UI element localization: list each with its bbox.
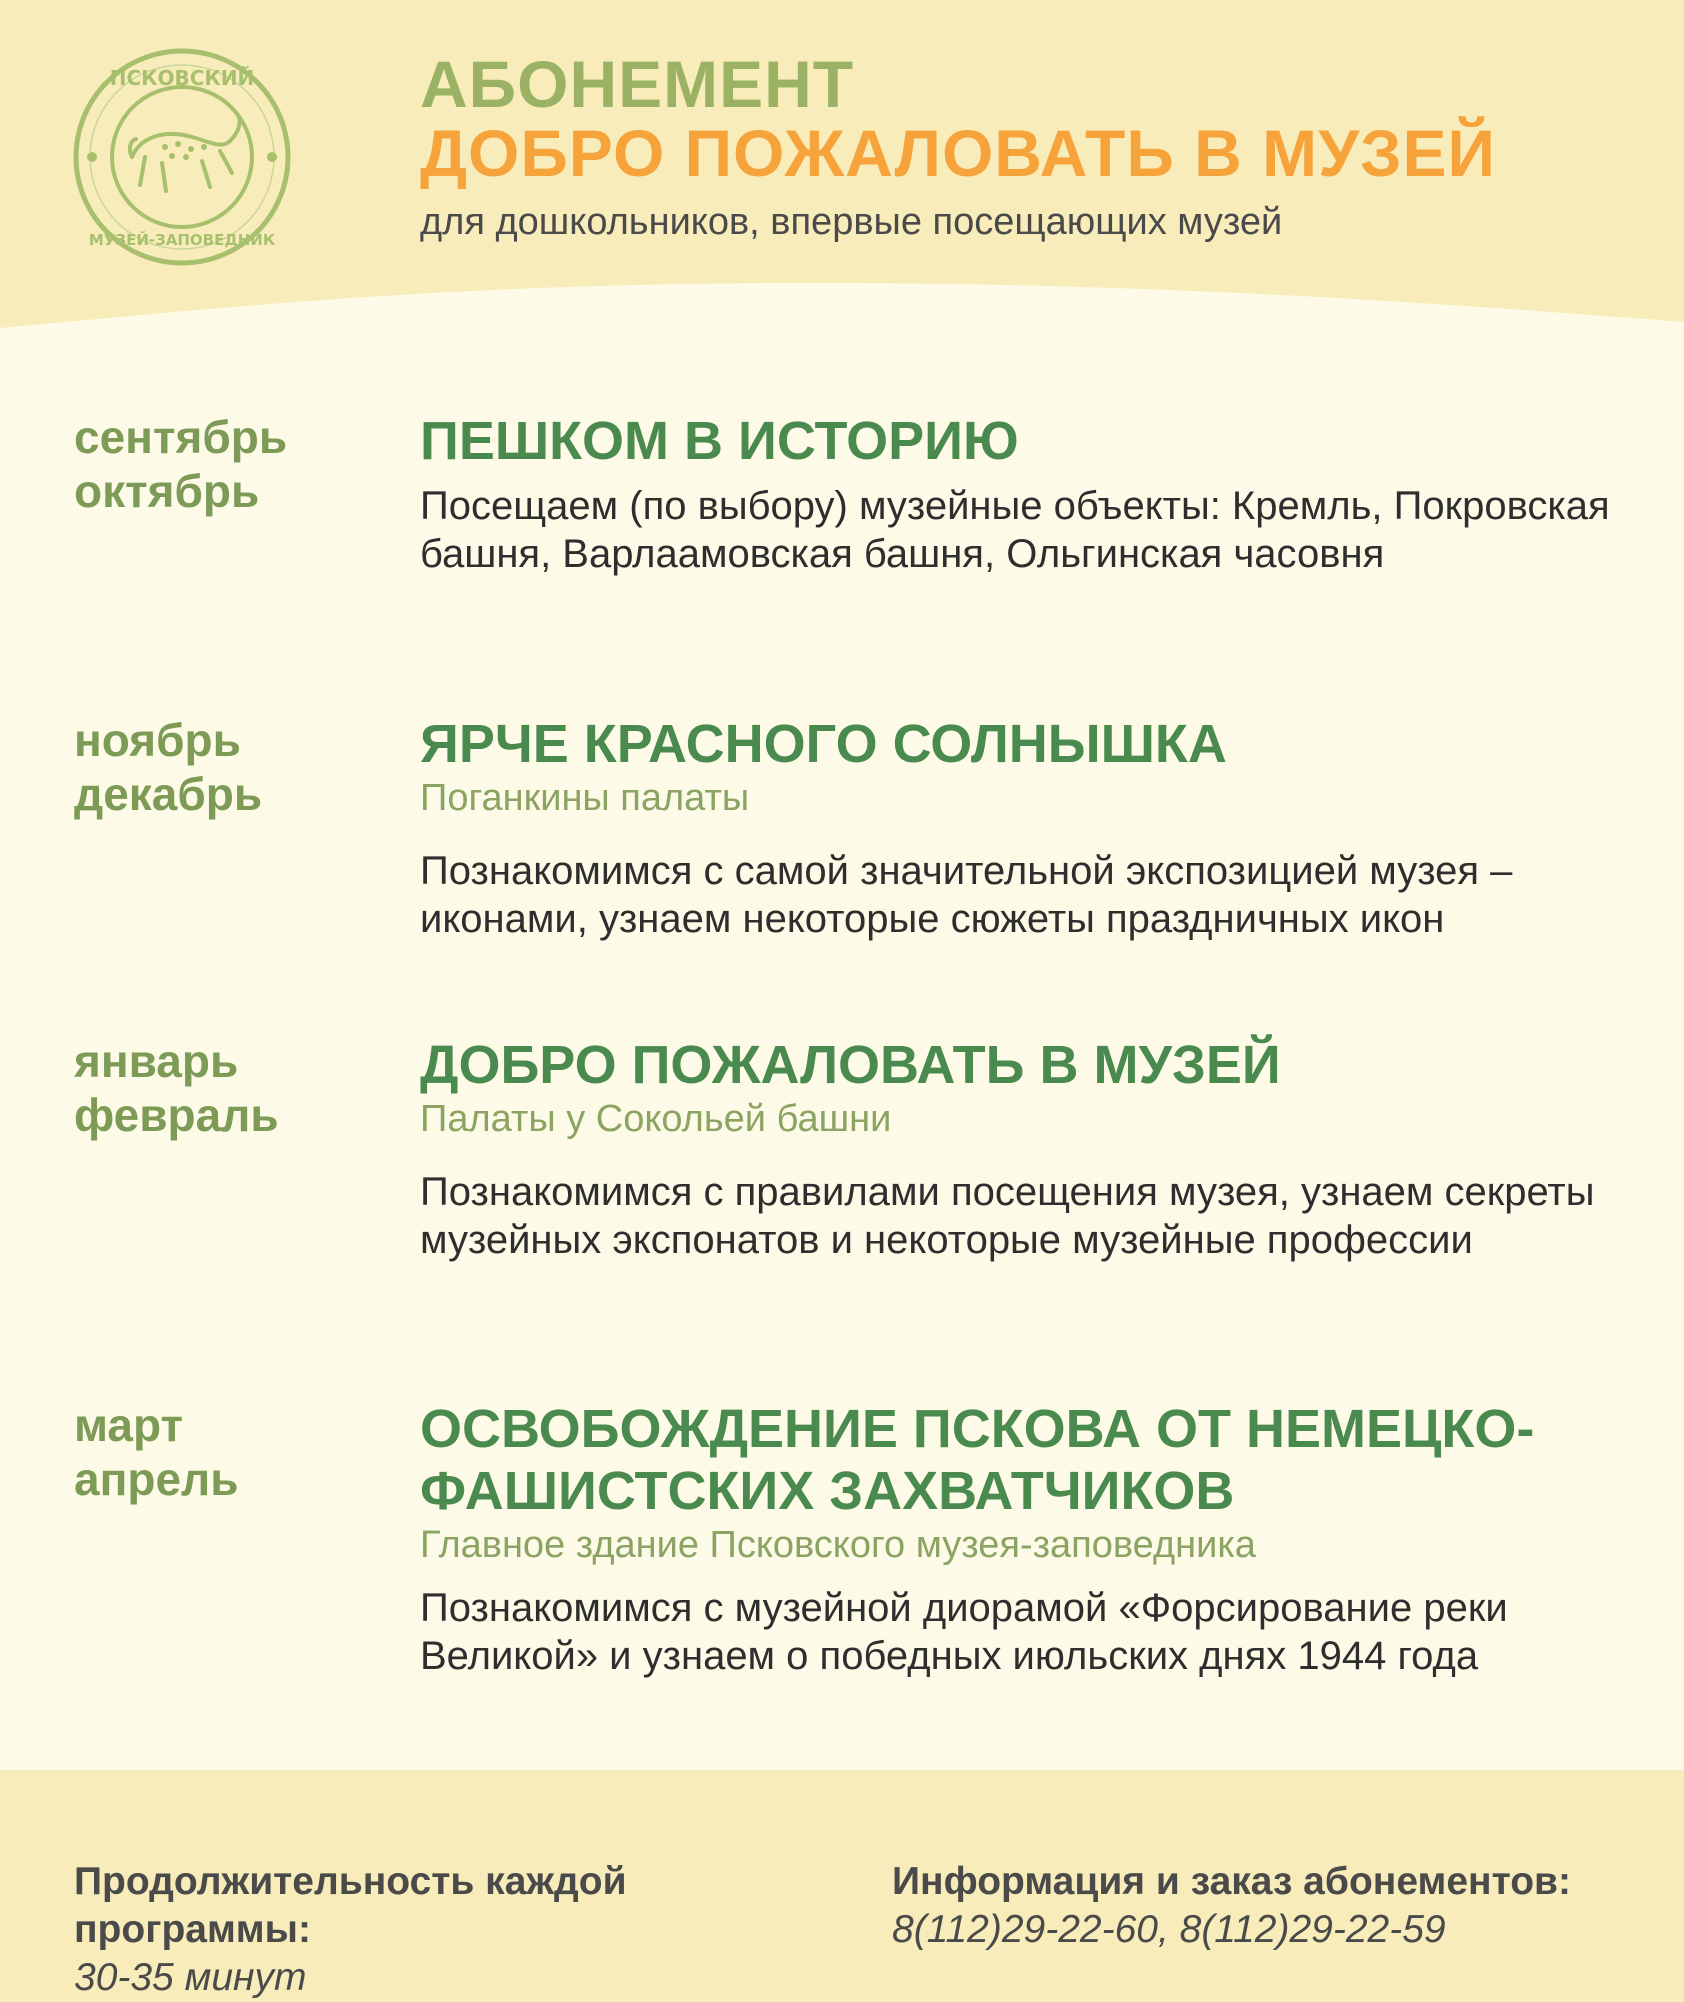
program-description: Посещаем (по выбору) музейные объекты: Кремль, Покровская башня, Варлаамовская башня, Ольгинская часовня [420,484,1610,576]
program-months [74,1034,394,1142]
svg-text:МУЗЕЙ-ЗАПОВЕДНИК: МУЗЕЙ-ЗАПОВЕДНИК [88,231,276,249]
program-body [420,1034,1630,1264]
program-body [420,410,1630,578]
title-block [420,47,1620,246]
program-title: ПЕШКОМ В ИСТОРИЮ [420,411,1019,471]
program-title: ДОБРО ПОЖАЛОВАТЬ В МУЗЕЙ [420,1035,1281,1095]
info-label: Информация и заказ абонементов: [892,1860,1571,1903]
month-first: март [74,1399,184,1451]
month-first: ноябрь [74,714,241,766]
program-months [74,1398,394,1506]
museum-seal-logo [70,45,295,270]
program-title: ЯРЧЕ КРАСНОГО СОЛНЫШКА [420,714,1227,774]
program-description: Познакомимся с правилами посещения музея, узнаем секреты музейных экспонатов и некоторые музейные профессии [420,1170,1595,1262]
program-body [420,1398,1630,1680]
month-first: сентябрь [74,411,288,463]
program-description: Познакомимся с музейной диорамой «Форсирование реки Великой» и узнаем о победных июльских днях 1944 года [420,1586,1508,1678]
month-second: апрель [74,1453,239,1505]
month-second: октябрь [74,465,260,517]
month-second: декабрь [74,768,263,820]
program-place: Поганкины палаты [420,777,750,819]
footer-info [892,1858,1672,1954]
program-months [74,410,394,518]
footer-band-edge [0,1760,1684,1820]
program-months [74,713,394,821]
title-abonement: АБОНЕМЕНТ [420,47,855,121]
month-second: февраль [74,1089,279,1141]
duration-label: Продолжительность каждой программы: [74,1860,627,1951]
logo-text: ПСКОВСКИЙ [109,66,255,90]
program-place: Главное здание Псковского музея-заповедника [420,1524,1256,1566]
program-description: Познакомимся с самой значительной экспозицией музея – иконами, узнаем некоторые сюжеты праздничных икон [420,849,1513,941]
duration-value: 30-35 минут [74,1956,307,1999]
program-title: ОСВОБОЖДЕНИЕ ПСКОВА ОТ НЕМЕЦКО-ФАШИСТСКИХ ЗАХВАТЧИКОВ [420,1399,1535,1521]
month-first: январь [74,1035,239,1087]
title-subtitle: для дошкольников, впервые посещающих музей [420,201,1283,243]
info-phones[interactable]: 8(112)29-22-60, 8(112)29-22-59 [892,1908,1446,1951]
program-body [420,713,1630,943]
footer-duration [74,1858,874,2002]
program-place: Палаты у Сокольей башни [420,1098,892,1140]
title-welcome: ДОБРО ПОЖАЛОВАТЬ В МУЗЕЙ [420,116,1496,190]
